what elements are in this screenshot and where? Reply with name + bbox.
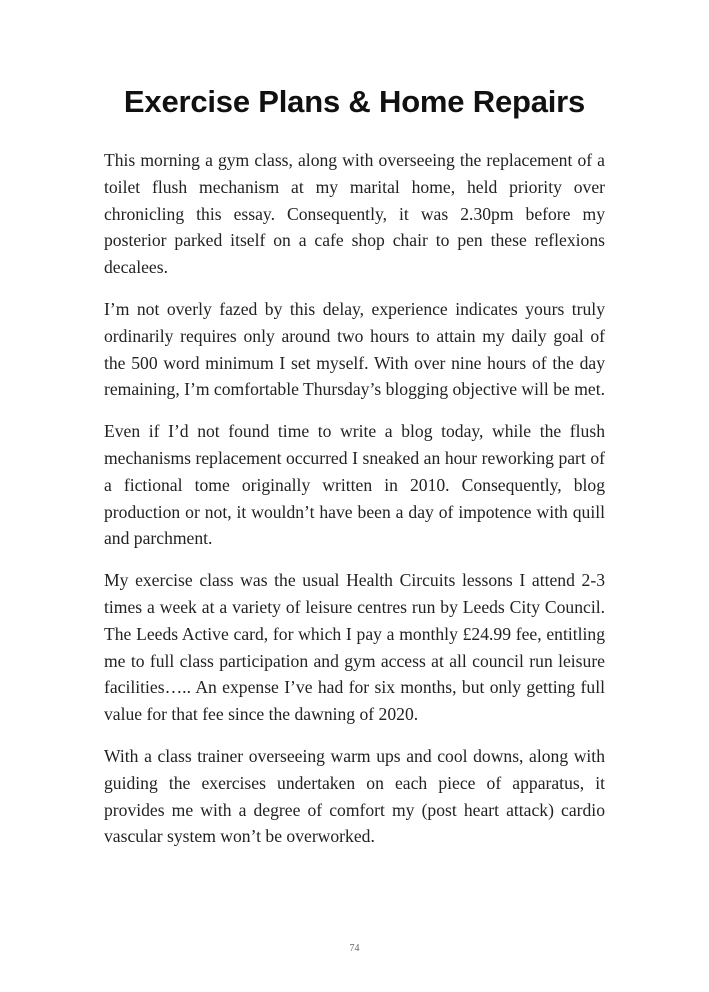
paragraph-1: This morning a gym class, along with overseeing the replacement of a toilet flush mechanism at my marital home, held priority over chronicling this essay. Consequently, it was 2.30pm before my posterior parked itself on a cafe shop chair to pen these reflexions decalees. — [104, 150, 605, 278]
page-number: 74 — [349, 943, 360, 954]
paragraph-4: My exercise class was the usual Health Circuits lessons I attend 2-3 times a week at a variety of leisure centres run by Leeds City Council. The Leeds Active card, for which I pay a monthly £24.99 fee, entitling me to full class participation and gym access at all council run leisure facilities….. An expense I’ve had for six months, but only getting full value for that fee since the dawning of 2020. — [104, 570, 605, 725]
body-text — [104, 147, 605, 865]
paragraph-3: Even if I’d not found time to write a blog today, while the flush mechanisms replacement occurred I sneaked an hour reworking part of a fictional tome originally written in 2010. Consequently, blog production or not, it wouldn’t have been a day of impotence with quill and parchment. — [104, 421, 605, 549]
page-title: Exercise Plans & Home Repairs — [123, 84, 586, 119]
paragraph-2: I’m not overly fazed by this delay, experience indicates yours truly ordinarily requires only around two hours to attain my daily goal of the 500 word minimum I set myself. With over nine hours of the day remaining, I’m comfortable Thursday’s blogging objective will be met. — [104, 298, 605, 400]
paragraph-5: With a class trainer overseeing warm ups and cool downs, along with guiding the exercises undertaken on each piece of apparatus, it provides me with a degree of comfort my (post heart attack) cardio vascular system won’t be overworked. — [104, 745, 605, 847]
